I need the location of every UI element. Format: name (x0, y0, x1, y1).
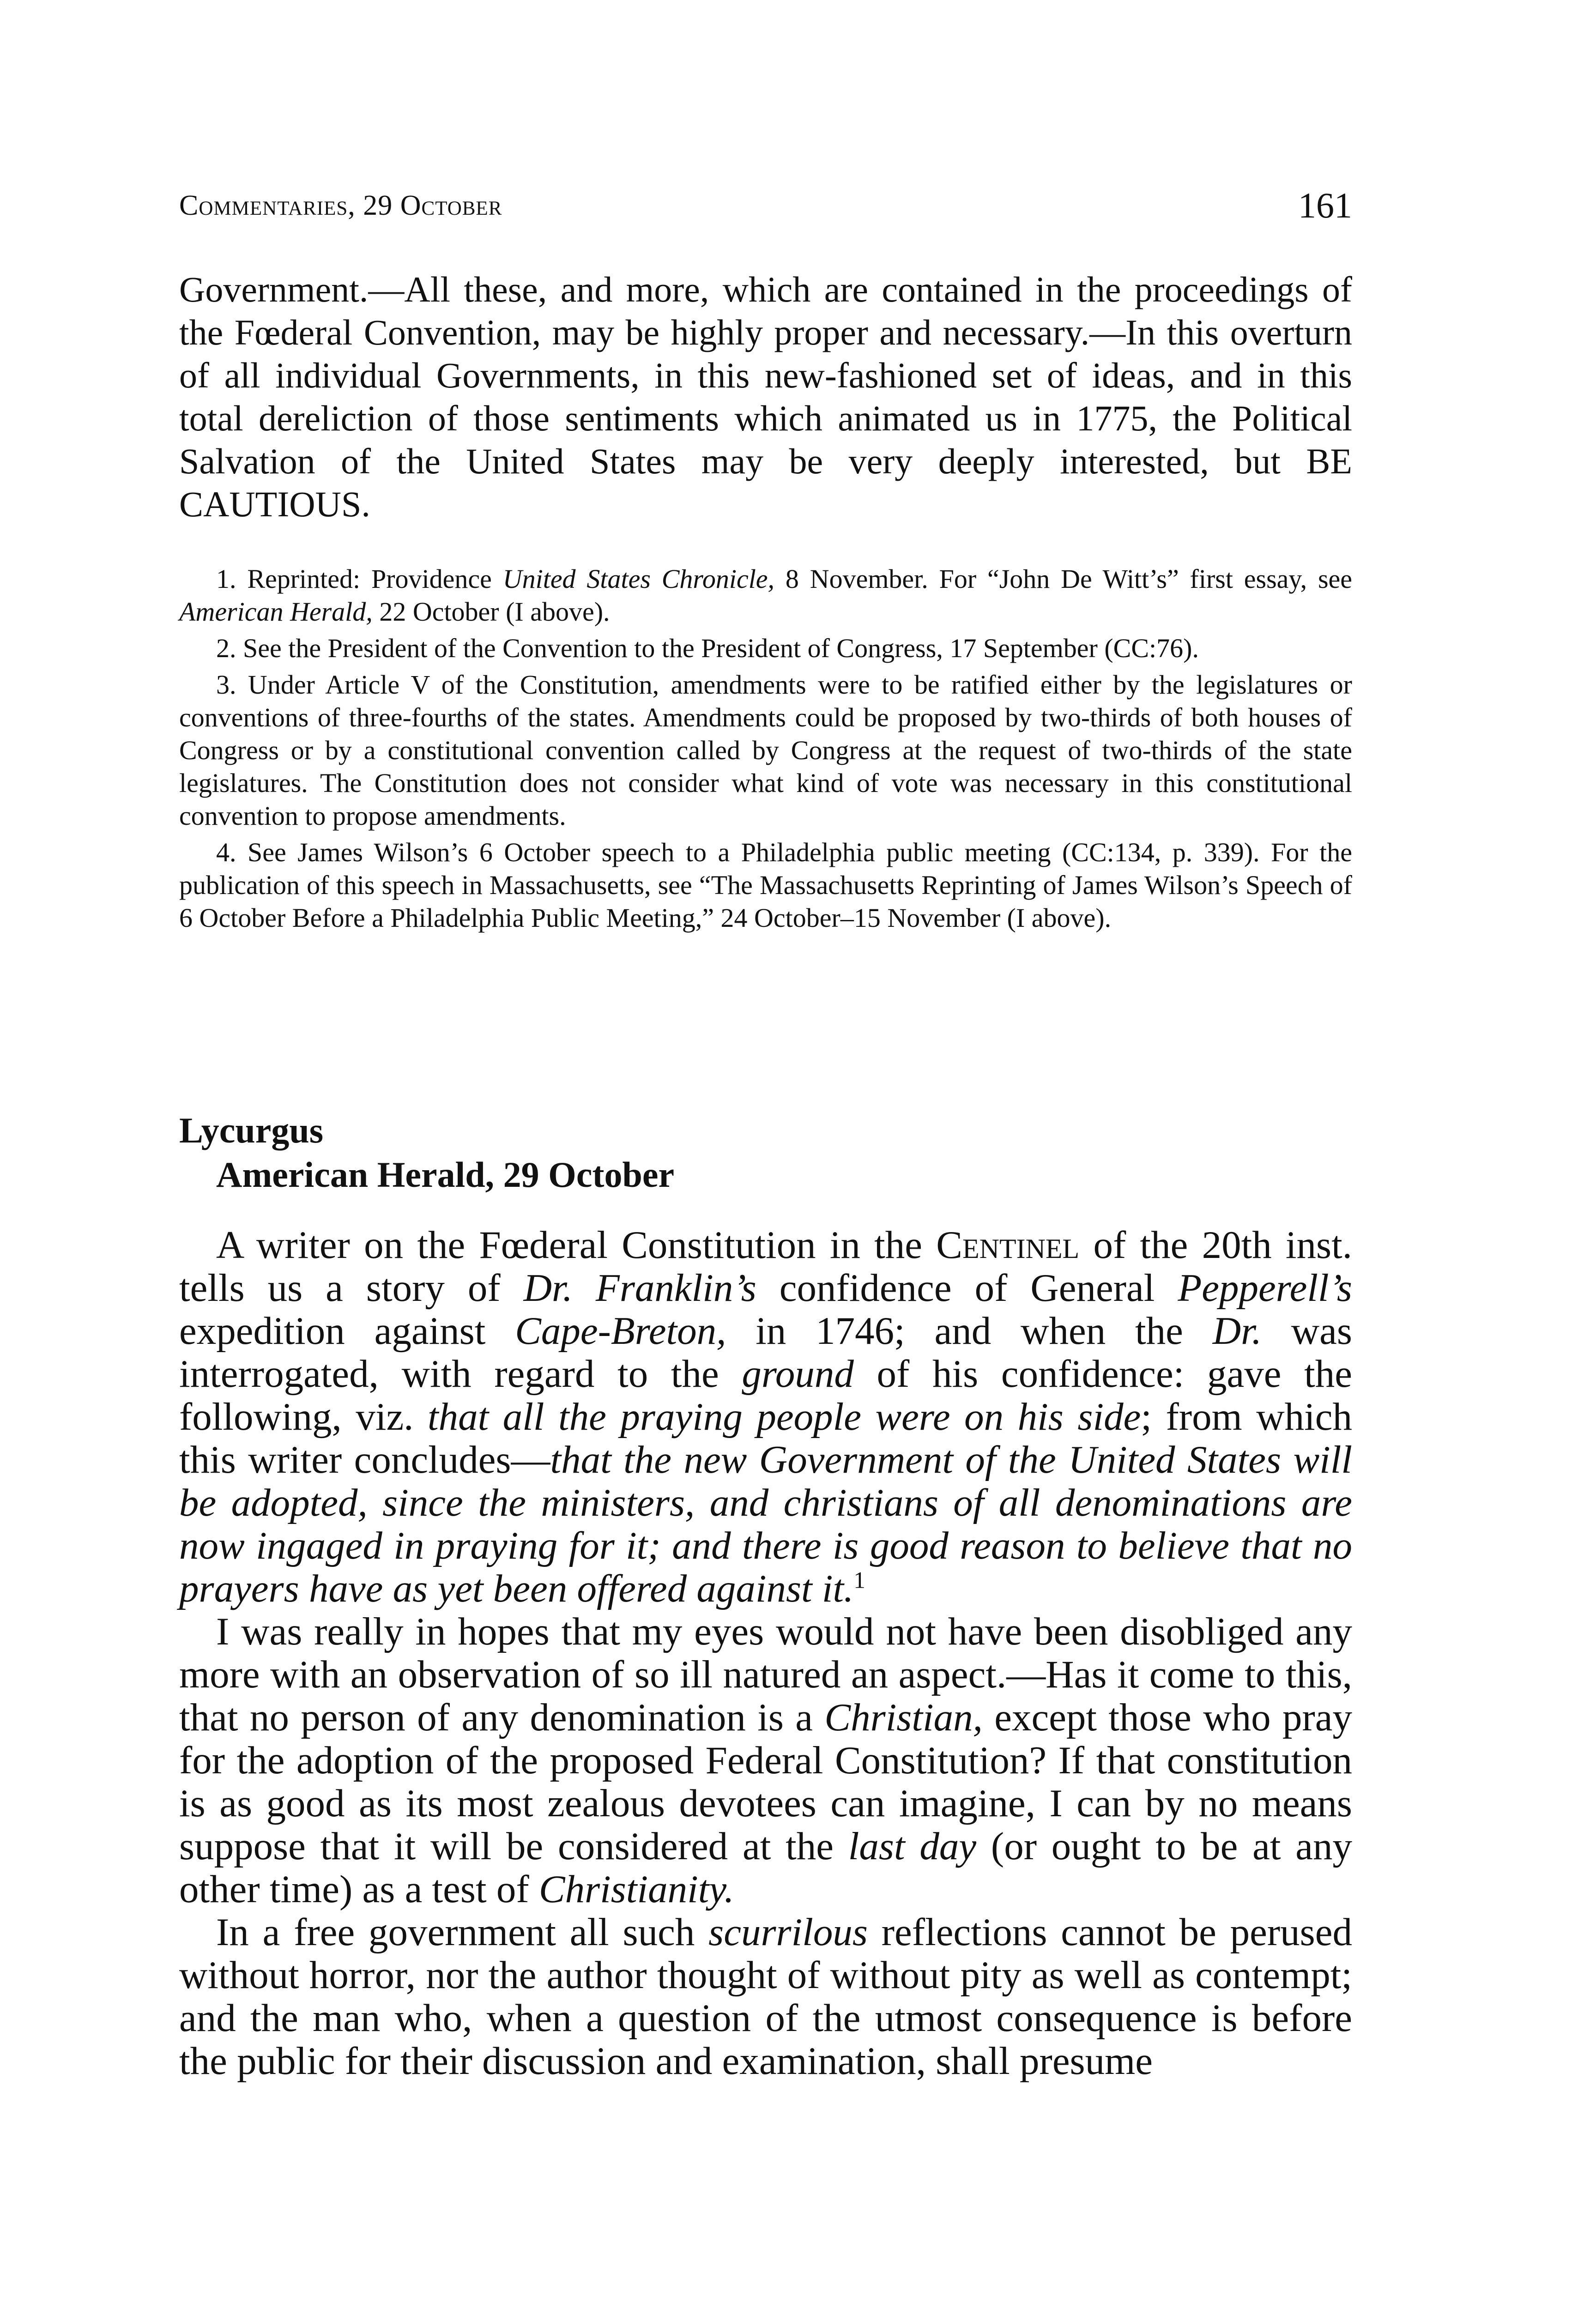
footnote-1-text: 1. Reprinted: Providence (216, 564, 503, 594)
footnote-1-text: 22 October (I above). (372, 597, 610, 627)
continued-paragraph: Government.—All these, and more, which are contained in the proceedings of the Fœderal Convention, may be highly proper and necessary.—In this overturn of all individual Governments, in this new-fashioned set of ideas, and in this total dereliction of those sentiments which animated us in 1775, the Political Salvation of the United States may be very deeply interested, but BE CAUTIOUS. (179, 269, 1352, 524)
text-run: except those who pray for the adoption of the proposed Federal Constitution? If that constitution is as good as its most zealous devotees can imagine, I can by no means suppose that it will be considered at the (179, 1696, 1352, 1868)
section-heading (179, 1108, 1352, 1197)
footnote-1-italic-title: American Herald, (179, 597, 373, 627)
small-caps-title: Centinel (936, 1223, 1080, 1267)
italic-run: that all the praying people were on his side (427, 1395, 1141, 1439)
running-head-title: Commentaries, 29 October (179, 190, 502, 221)
text-run: I was really in hopes that my eyes would not have been disobliged any more with an observation of so ill natured an aspect.—Has it come to this, that no person of any denomination is a (179, 1610, 1352, 1739)
text-run: confidence of General (756, 1266, 1178, 1310)
text-run: (or ought to be at any other time) as a test of (179, 1825, 1352, 1911)
footnote-1-italic-title: United States Chronicle, (502, 564, 775, 594)
footnote-2: 2. See the President of the Convention to the President of Congress, 17 September (CC:76). (216, 633, 1199, 663)
section-author: Lycurgus (179, 1110, 324, 1150)
text-run: A writer on the Fœderal Constitution in the (216, 1223, 937, 1267)
footnote-ref: 1 (853, 1567, 865, 1594)
footnote-1-text: 8 November. For “John De Witt’s” first essay, see (774, 564, 1353, 594)
section-source: American Herald, 29 October (216, 1154, 675, 1195)
text-run: ; from which this writer concludes— (179, 1395, 1352, 1481)
text-run: expedition against (179, 1309, 515, 1353)
text-run: of his confidence: gave the following, viz. (179, 1352, 1352, 1439)
body-paragraph-2 (179, 1610, 1352, 1911)
text-run: reflections cannot be perused without horror, nor the author thought of without pity as well as contempt; and the man who, when a question of the utmost consequence is before the public for their discussion and examination, shall presume (179, 1910, 1352, 2083)
text-run: In a free government all such (216, 1910, 709, 1954)
footnote-1 (179, 562, 1352, 628)
text-run: of the 20th inst. tells us a story of (179, 1223, 1352, 1310)
footnotes (179, 562, 1352, 938)
page-number: 161 (1298, 185, 1352, 225)
italic-run: Pepperell’s (1178, 1266, 1353, 1310)
italic-run: Dr. Franklin’s (523, 1266, 756, 1310)
footnote-3: 3. Under Article V of the Constitution, amendments were to be ratified either by the legislatures or conventions of three-fourths of the states. Amendments could be proposed by two-thirds of both houses of Congress or by a constitutional convention called by Congress at the request of two-thirds of the state legislatures. The Constitution does not consider what kind of vote was necessary in this constitutional convention to propose amendments. (179, 670, 1352, 831)
footnote-4: 4. See James Wilson’s 6 October speech to a Philadelphia public meeting (CC:134, p. 339). For the publication of this speech in Massachusetts, see “The Massachusetts Reprinting of James Wilson’s Speech of 6 October Before a Philadelphia Public Meeting,” 24 October–15 November (I above). (179, 837, 1352, 933)
italic-run: ground (742, 1352, 854, 1396)
italic-run: last day (848, 1825, 977, 1868)
italic-run: Christian, (824, 1696, 983, 1739)
continued-article (179, 268, 1352, 526)
body-paragraph-3 (179, 1911, 1352, 2083)
italic-run: that the new Government of the United States will be adopted, since the ministers, and christians of all denominations are now ingaged in praying for it; and there is good reason to believe that no prayers have as yet been offered against it. (179, 1438, 1352, 1610)
italic-run: Dr. (1212, 1309, 1262, 1353)
text-run: was interrogated, with regard to the (179, 1309, 1352, 1396)
running-head (179, 185, 1352, 231)
body-paragraph-1 (179, 1224, 1352, 1610)
italic-run: scurrilous (708, 1910, 868, 1954)
italic-run: Christianity. (538, 1868, 734, 1911)
text-run: in 1746; and when the (726, 1309, 1213, 1353)
article-body (179, 1224, 1352, 2083)
italic-run: Cape-Breton, (515, 1309, 726, 1353)
